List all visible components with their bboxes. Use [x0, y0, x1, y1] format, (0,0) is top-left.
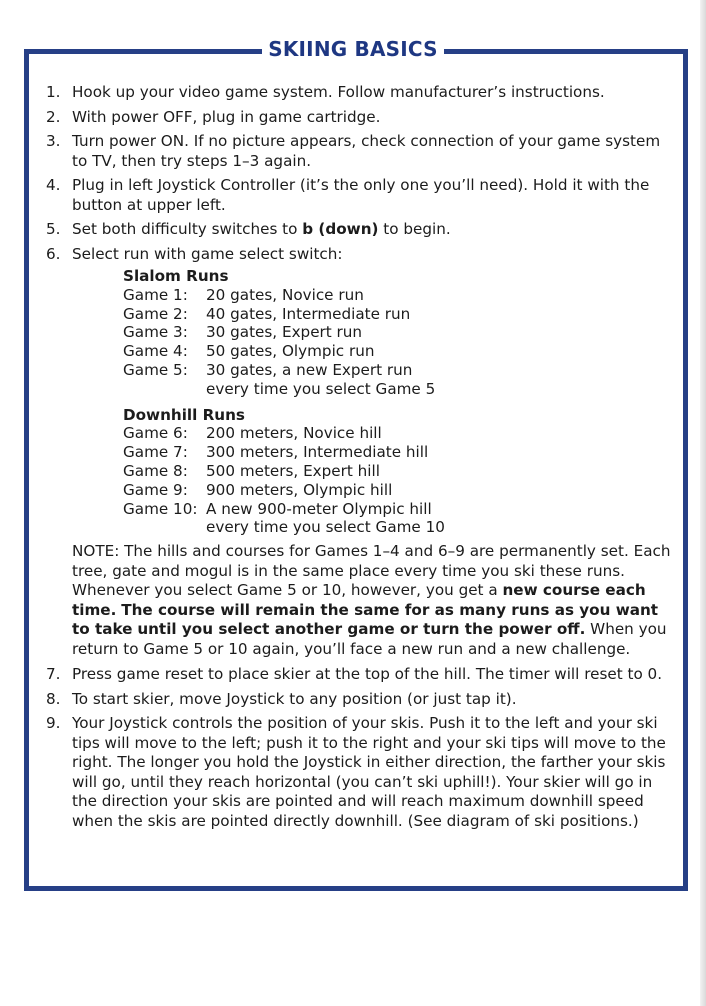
game-desc: 200 meters, Novice hill: [206, 424, 382, 443]
note-bold: until you select another game or turn the power off.: [137, 620, 586, 639]
step-text-bold: b (down): [302, 220, 379, 238]
game-label: Game 9:: [123, 480, 188, 499]
game-row: [123, 286, 676, 305]
game-desc: 30 gates, a new Expert run: [206, 360, 413, 379]
game-label: Game 10:: [123, 499, 198, 518]
step-text: [72, 220, 676, 240]
note-text: When you return to Game 5 or 10 again, you’ll face a new run and a new challenge.: [72, 620, 667, 658]
step-7: [46, 665, 676, 685]
game-desc-continued: every time you select Game 10: [206, 518, 445, 537]
game-row: [123, 361, 676, 380]
note-text: NOTE: The hills and courses for Games 1–4 and 6–9 are permanently set. Each tree, gate and mogul is in the same place every time you ski these runs. Whenever you select Game 5 or 10, however, you get a: [72, 542, 671, 600]
step-number: 7.: [46, 665, 61, 684]
step-number: 5.: [46, 220, 61, 238]
step-number: 3.: [46, 132, 61, 150]
step-text: To start skier, move Joystick to any position (or just tap it).: [72, 689, 517, 708]
step-2: [46, 108, 676, 128]
title-bar: [0, 35, 706, 63]
step-6: [46, 245, 676, 265]
game-desc: A new 900-meter Olympic hill: [206, 499, 432, 518]
step-number: 2.: [46, 107, 61, 126]
step-number: 1.: [46, 83, 61, 101]
game-row: [123, 443, 676, 462]
game-label: Game 1:: [123, 285, 188, 304]
step-5: [46, 220, 676, 240]
step-8: [46, 690, 676, 710]
game-desc: 900 meters, Olympic hill: [206, 480, 393, 499]
step-1: [46, 83, 676, 103]
game-desc-continued: every time you select Game 5: [206, 379, 436, 398]
note-bold: new course each time.: [72, 581, 646, 619]
step-text: Press game reset to place skier at the top of the hill. The timer will reset to 0.: [72, 665, 663, 684]
step-number: 4.: [46, 176, 61, 194]
note-bold: The course will remain the same for as many runs as you want to take: [72, 600, 659, 639]
game-row: [123, 462, 676, 481]
step-text: Your Joystick controls the position of your skis. Push it to the left and your ski tips will move to the left; push it to the right and your ski tips will move to the right. The longer you hold the Joystick in either direction, the farther your skis will go, until they reach horizontal (you can’t ski uphill!). Your skier will go in the direction your skis are pointed and will reach maximum downhill speed when the skis are pointed directly downhill. (See diagram of ski positions.): [72, 714, 666, 830]
game-row: [123, 342, 676, 361]
step-4: [46, 176, 676, 215]
slalom-runs: [123, 267, 676, 537]
game-label: Game 7:: [123, 443, 188, 462]
game-row: [123, 424, 676, 443]
page-edge-shadow: [700, 0, 706, 1006]
step-number: 9.: [46, 714, 61, 733]
step-text: With power OFF, plug in game cartridge.: [72, 107, 381, 126]
step-text-part: Set both difficulty switches to: [72, 220, 303, 238]
instructions: [46, 83, 676, 836]
game-label: Game 4:: [123, 342, 188, 361]
game-row: [123, 305, 676, 324]
game-row: [123, 481, 676, 500]
game-row: [123, 500, 676, 519]
game-label: Game 5:: [123, 360, 188, 379]
downhill-heading: Downhill Runs: [123, 405, 245, 424]
step-3: [46, 132, 676, 171]
game-label: Game 6:: [123, 424, 188, 443]
game-label: Game 8:: [123, 461, 188, 480]
step-text: Hook up your video game system. Follow manufacturer’s instructions.: [72, 83, 605, 101]
note-paragraph: [72, 542, 676, 659]
game-desc: 50 gates, Olympic run: [206, 342, 375, 361]
step-text: Select run with game select switch:: [72, 244, 343, 263]
game-desc: 40 gates, Intermediate run: [206, 304, 411, 323]
step-text: Plug in left Joystick Controller (it’s the only one you’ll need). Hold it with the button at upper left.: [72, 176, 650, 214]
page-title: SKIING BASICS: [262, 35, 444, 63]
game-label: Game 3:: [123, 323, 188, 342]
game-desc: 20 gates, Novice run: [206, 285, 364, 304]
game-desc: 500 meters, Expert hill: [206, 461, 380, 480]
game-desc: 30 gates, Expert run: [206, 323, 363, 342]
game-desc: 300 meters, Intermediate hill: [206, 443, 429, 462]
step-number: 8.: [46, 689, 61, 708]
step-text: Turn power ON. If no picture appears, check connection of your game system to TV, then try steps 1–3 again.: [72, 132, 661, 170]
step-text-part: to begin.: [378, 220, 451, 238]
game-row: [123, 323, 676, 342]
step-number: 6.: [46, 244, 61, 263]
game-label: Game 2:: [123, 304, 188, 323]
slalom-heading: Slalom Runs: [123, 267, 229, 285]
step-9: [46, 714, 676, 831]
